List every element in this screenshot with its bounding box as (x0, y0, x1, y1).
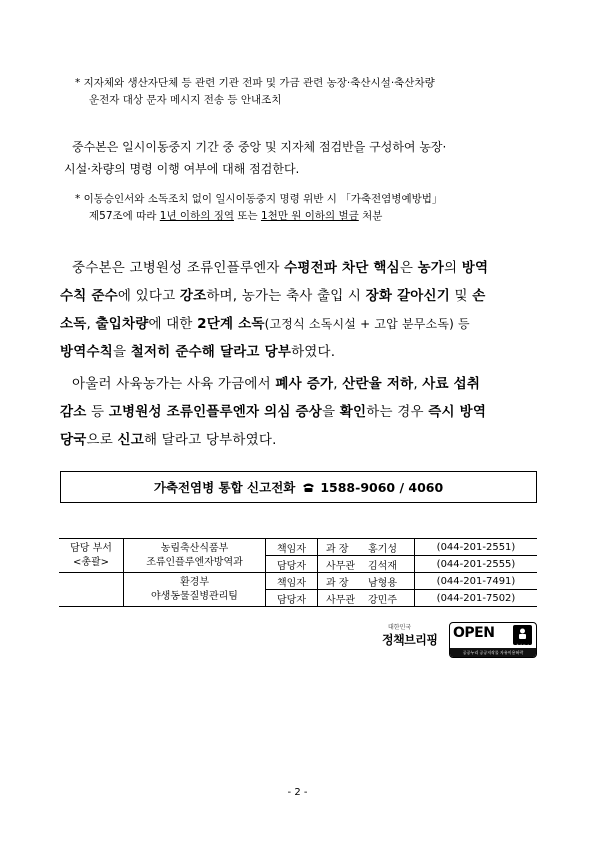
dept-label-cell (59, 573, 124, 607)
emphasis: 2단계 소독 (197, 316, 265, 332)
paragraph-line (60, 254, 540, 282)
dept-label-sub: <총괄> (72, 556, 110, 568)
org-cell (124, 539, 266, 573)
emphasis: 철저히 준수해 달라고 당부 (130, 344, 292, 360)
badge-label: 출처표시 (515, 644, 530, 648)
text-span: , (413, 376, 423, 392)
note-line (75, 208, 442, 225)
title-name-cell (318, 556, 415, 573)
paragraph-line: 시설·차량의 명령 이행 여부에 대해 점검한다. (64, 162, 300, 176)
text-span: 을 (322, 404, 340, 420)
person-title: 과 장 (326, 543, 349, 555)
emphasis: 신고 (117, 432, 144, 448)
text-span: 중수본은 고병원성 조류인플루엔자 (72, 260, 285, 276)
emphasis: 수칙 준수 (60, 288, 118, 304)
paragraph-line (60, 310, 540, 338)
person-name: 홍기성 (368, 543, 397, 555)
text-span: 을 (112, 344, 131, 360)
phone-cell: (044-201-2551) (415, 539, 538, 556)
title-name-cell (318, 539, 415, 556)
paragraph-line (60, 282, 540, 310)
emphasis: 감소 (60, 404, 87, 420)
person-title: 사무관 (326, 594, 355, 606)
note-distribution (75, 75, 435, 109)
person-name: 김석재 (368, 560, 397, 572)
role-cell: 책임자 (266, 539, 318, 556)
emphasis: 사료 섭취 (422, 376, 481, 392)
person-name: 강민주 (368, 594, 397, 606)
text-span: 제57조에 따라 (89, 210, 160, 222)
org-division: 조류인플루엔자방역과 (146, 556, 243, 568)
note-penalty (75, 191, 442, 225)
emphasis: 수평전파 차단 핵심 (284, 260, 400, 276)
person-name: 남형용 (368, 577, 397, 589)
note-line: * 이동승인서와 소독조치 없이 일시이동중지 명령 위반 시 「가축전염병예방법」 (75, 193, 443, 205)
text-span: 에 대한 (148, 316, 198, 332)
emphasis: 방역수칙 (60, 344, 113, 360)
emphasis: 고병원성 조류인플루엔자 의심 증상 (108, 404, 323, 420)
hotline-box (60, 471, 537, 503)
emphasis: 손 (472, 288, 486, 304)
person-icon (513, 627, 532, 640)
reporting-paragraph (60, 370, 540, 454)
person-title: 과 장 (326, 577, 349, 589)
text-span: 아울러 사육농가는 사육 가금에서 (72, 376, 276, 392)
note-line: * 지자체와 생산자단체 등 관련 기관 전파 및 가금 관련 농장·축산시설·축산차량 (75, 77, 435, 89)
table-row (59, 573, 537, 590)
paragraph-line: 중수본은 일시이동중지 기간 중 중앙 및 지자체 점검반을 구성하여 농장· (72, 140, 447, 154)
paragraph-line (60, 426, 540, 454)
emphasis: 강조 (179, 288, 207, 304)
org-name: 환경부 (180, 576, 209, 588)
title-name-cell (318, 590, 415, 607)
hotline-number: 1588-9060 / 4060 (320, 479, 444, 495)
org-division: 야생동물질병관리팀 (151, 590, 238, 602)
text-span: 등 (86, 404, 109, 420)
contact-table (59, 538, 537, 607)
paragraph-line (60, 370, 540, 398)
attribution-badge (513, 625, 532, 648)
text-span: , (333, 376, 343, 392)
emphasis: 농가 (417, 260, 445, 276)
hotline-label: 가축전염병 통합 신고전화 (153, 480, 296, 495)
paragraph-line (60, 338, 540, 366)
org-name: 농림축산식품부 (160, 542, 229, 554)
text-span: 및 (450, 288, 473, 304)
emphasis: 폐사 증가 (275, 376, 334, 392)
page-number: - 2 - (287, 787, 308, 798)
phone-cell: (044-201-2555) (415, 556, 538, 573)
person-title: 사무관 (326, 560, 355, 572)
open-wordmark: OPEN (453, 625, 495, 641)
text-span: (고정식 소독시설 + 고압 분무소독) 등 (264, 317, 470, 331)
emphasis: 방역 (461, 260, 489, 276)
text-span: , (86, 316, 96, 332)
emphasis: 당국 (60, 432, 87, 448)
role-cell: 책임자 (266, 573, 318, 590)
role-cell: 담당자 (266, 556, 318, 573)
penalty-prison: 1년 이하의 징역 (159, 210, 234, 222)
note-line: 운전자 대상 문자 메시지 전송 등 안내조치 (89, 94, 282, 106)
text-span: 은 (399, 260, 418, 276)
text-span: 해 달라고 당부하였다. (143, 432, 277, 448)
text-span: 으로 (86, 432, 118, 448)
emphasis: 확인 (339, 404, 367, 420)
phone-icon (302, 482, 315, 493)
emphasis: 장화 갈아신기 (365, 288, 451, 304)
title-name-cell (318, 573, 415, 590)
policy-briefing-logo (382, 622, 446, 654)
text-span: 하였다. (291, 344, 336, 360)
phone-cell: (044-201-7491) (415, 573, 538, 590)
table-row (59, 539, 537, 556)
open-license-logo (449, 622, 537, 658)
org-cell (124, 573, 266, 607)
phone-cell: (044-201-7502) (415, 590, 538, 607)
role-cell: 담당자 (266, 590, 318, 607)
dept-label-cell (59, 539, 124, 573)
text-span: 하는 경우 (366, 404, 429, 420)
biosecurity-paragraph (60, 254, 540, 366)
text-span: 의 (444, 260, 462, 276)
text-span: 하며, 농가는 축사 출입 시 (206, 288, 366, 304)
dept-label: 담당 부서 (70, 542, 112, 554)
text-span: 또는 (233, 210, 261, 222)
emphasis: 소독 (60, 316, 87, 332)
text-span: 처분 (358, 210, 383, 222)
penalty-fine: 1천만 원 이하의 벌금 (260, 210, 359, 222)
paragraph-line (60, 398, 540, 426)
logo-wordmark: 정책브리핑 (382, 633, 438, 647)
text-span: 에 있다고 (117, 288, 180, 304)
open-license-caption: 공공누리 공공저작물 자유이용허락 (450, 648, 536, 657)
inspection-paragraph (64, 136, 542, 180)
emphasis: 출입차량 (95, 316, 149, 332)
emphasis: 산란율 저하 (342, 376, 414, 392)
emphasis: 즉시 방역 (428, 404, 487, 420)
logo-caption: 대한민국 (388, 624, 412, 631)
